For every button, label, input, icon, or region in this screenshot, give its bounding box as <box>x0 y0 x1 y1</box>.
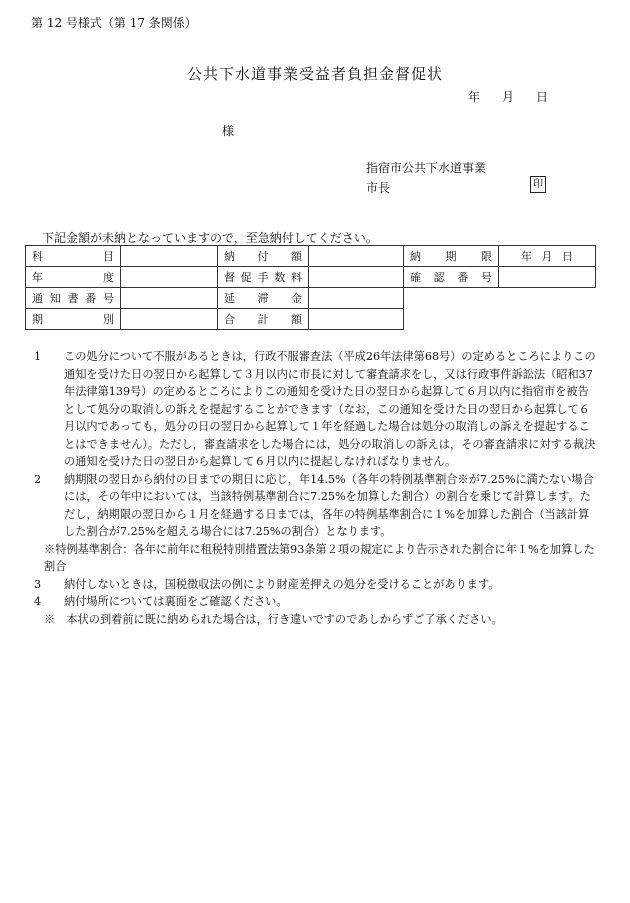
date-day: 日 <box>536 90 549 104</box>
notes-section <box>34 348 596 628</box>
note-number: 3 <box>34 577 42 591</box>
issuer-block <box>366 158 486 198</box>
note-number: 1 <box>34 350 42 363</box>
label-payment: 納付額 <box>218 246 309 267</box>
special-rate-note: ※特例基準割合：各年に前年に租税特別措置法第93条第２項の規定により告示された割合に年１%を加算した割合 <box>44 542 595 573</box>
label-deadline: 納期限 <box>404 246 499 267</box>
page-title: 公共下水道事業受益者負担金督促状 <box>186 65 443 83</box>
label-total: 合計額 <box>218 309 309 330</box>
value-year <box>121 267 218 288</box>
label-period: 期別 <box>26 309 121 330</box>
label-notice-no: 通知書番号 <box>26 288 121 309</box>
value-deadline: 年 月 日 <box>499 246 596 267</box>
closing-note: ※ 本状の到着前に既に納められた場合は，行き違いですのであしからずご了承ください。 <box>44 612 503 626</box>
label-subject: 科目 <box>26 246 121 267</box>
value-total <box>309 309 404 330</box>
fee-table <box>25 245 596 330</box>
label-late-fee: 延滞金 <box>218 288 309 309</box>
note-item <box>34 471 596 541</box>
seal-mark: 印 <box>530 176 546 193</box>
date-month: 月 <box>502 90 515 104</box>
value-confirm-no <box>499 267 596 288</box>
note-number: 2 <box>34 472 42 486</box>
form-number: 第 12 号様式（第 17 条関係） <box>31 16 197 30</box>
value-notice-no <box>121 288 218 309</box>
table-row <box>26 309 596 330</box>
date-year: 年 <box>468 90 481 104</box>
note-text: 納付しないときは，国税徴収法の例により財産差押えの処分を受けることがあります。 <box>64 577 500 591</box>
table-row <box>26 246 596 267</box>
note-text: 納付場所については裏面をご確認ください。 <box>64 595 288 608</box>
label-dunning-fee: 督促手数料 <box>218 267 309 288</box>
issue-date <box>468 88 548 105</box>
note-item <box>34 593 596 611</box>
note-text: 納期限の翌日から納付の日までの期日に応じ，年14.5%（各年の特例基準割合※が7.25%に満たない場合には，その年中においては，当該特例基準割合に7.25%を加算した割合）の割合を乗じて計算します。ただし，納期限の翌日から１月を経過する日までは，各年の特例基準割合に１%を加算した割合（当該計算した割合が7.25%を超える場合には7.25%の割合）となります。 <box>64 472 594 538</box>
note-item <box>34 348 596 471</box>
issuer-org: 指宿市公共下水道事業 <box>366 161 487 175</box>
value-late-fee <box>309 288 404 309</box>
note-item <box>34 576 596 594</box>
label-confirm-no: 確認番号 <box>404 267 499 288</box>
note-number: 4 <box>34 595 42 608</box>
lead-text: 下記金額が未納となっていますので，至急納付してください。 <box>42 231 378 245</box>
label-year: 年度 <box>26 267 121 288</box>
note-text: この処分について不服があるときは，行政不服審査法（平成26年法律第68号）の定めるところによりこの通知を受けた日の翌日から起算して３月以内に市長に対して審査請求をし，又は行政事件訴訟法（昭和37年法律第139号）の定めるところによりこの通知を受けた日の翌日から起算して６月以内に指宿市を被告として処分の取消しの訴えを提起することができます（なお，この通知を受けた日の翌日から起算して６月以内であっても，処分の日の翌日から起算して１年を経過した場合は処分の取消しの訴えを提起することはできません）。ただし，審査請求をした場合には，処分の取消しの訴えは，その審査請求に対する裁決の通知を受けた日の翌日から起算して６月以内に提起しなければなりません。 <box>64 350 596 468</box>
value-subject <box>121 246 218 267</box>
addressee-suffix: 様 <box>222 124 235 138</box>
table-row <box>26 288 596 309</box>
value-payment <box>309 246 404 267</box>
table-row <box>26 267 596 288</box>
value-dunning-fee <box>309 267 404 288</box>
value-period <box>121 309 218 330</box>
issuer-title: 市長 <box>366 181 391 195</box>
